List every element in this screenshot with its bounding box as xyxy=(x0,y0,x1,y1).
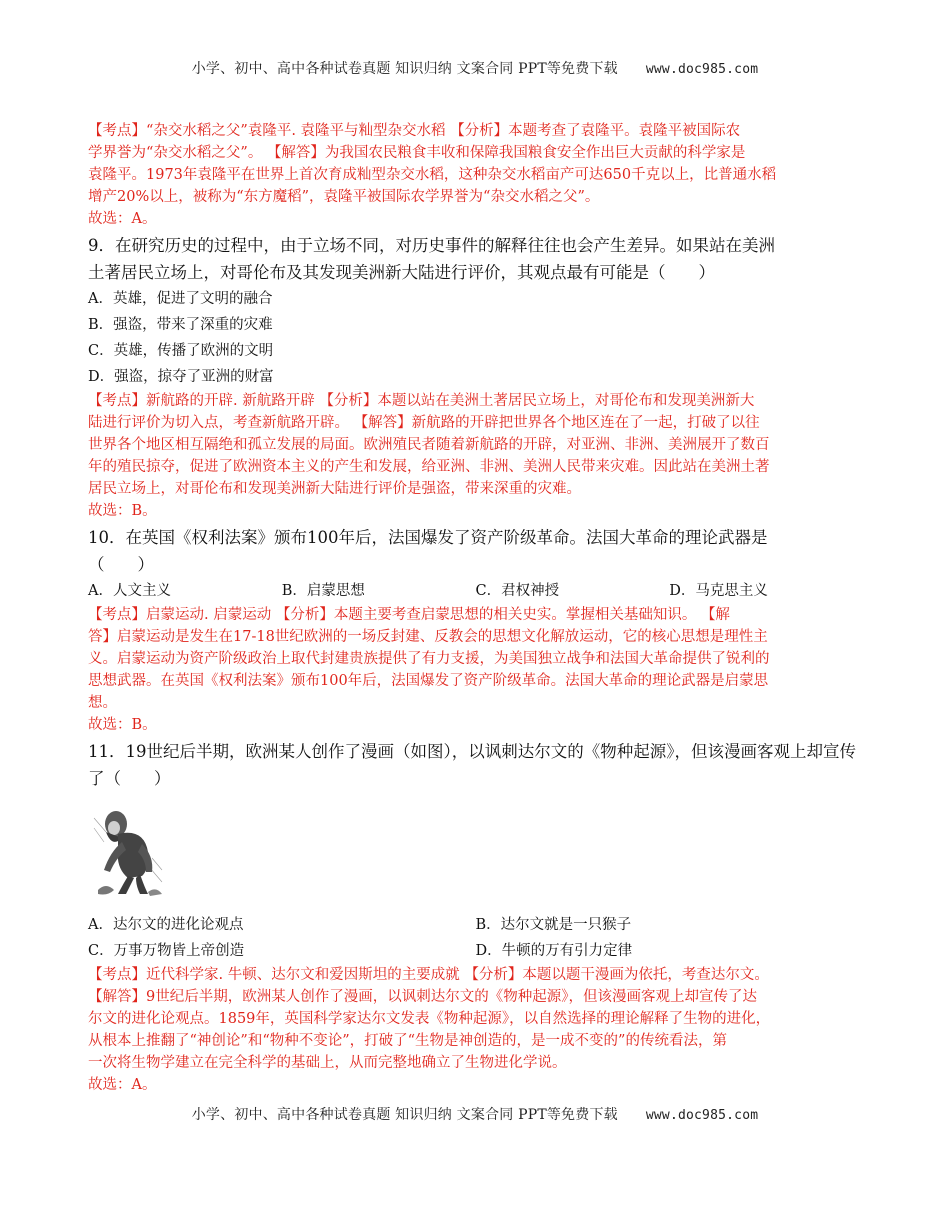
q9-analysis-line: 居民立场上，对哥伦布和发现美洲新大陆进行评价是强盗，带来深重的灾难。 xyxy=(88,481,581,497)
header-site: www.doc985.com xyxy=(645,62,759,77)
q10-analysis-line: 思想武器。在英国《权利法案》颁布100年后，法国爆发了资产阶级革命。法国大革命的理论武器是启蒙思 xyxy=(88,673,769,689)
question-10 xyxy=(88,524,863,736)
q8-answer: 故选：A。 xyxy=(88,211,157,227)
q10-stem-line: 10．在英国《权利法案》颁布100年后，法国爆发了资产阶级革命。法国大革命的理论武器是 xyxy=(88,528,768,547)
q11-analysis-line: 一次将生物学建立在完全科学的基础上，从而完整地确立了生物进化学说。 xyxy=(88,1055,567,1071)
q11-answer: 故选：A。 xyxy=(88,1077,157,1093)
footer-site: www.doc985.com xyxy=(645,1108,759,1123)
q11-option-c: C．万事万物皆上帝创造 xyxy=(88,943,245,959)
q11-option-d: D．牛顿的万有引力定律 xyxy=(475,943,633,959)
page-header xyxy=(0,58,950,78)
page-footer xyxy=(0,1104,950,1124)
q9-option-a: A．英雄，促进了文明的融合 xyxy=(88,291,273,307)
q10-option-b: B．启蒙思想 xyxy=(281,583,365,599)
q11-stem-line: 了（ ） xyxy=(88,769,171,788)
q9-stem-line: 土著居民立场上，对哥伦布及其发现美洲新大陆进行评价，其观点最有可能是（ ） xyxy=(88,263,715,282)
q10-option-a: A．人文主义 xyxy=(88,583,171,599)
q11-analysis-line: 从根本上推翻了“神创论”和“物种不变论”，打破了“生物是神创造的，是一成不变的”的传统看法，第 xyxy=(88,1033,727,1049)
q9-stem-line: 9．在研究历史的过程中，由于立场不同，对历史事件的解释往往也会产生差异。如果站在美洲 xyxy=(88,236,775,255)
q9-option-b: B．强盗，带来了深重的灾难 xyxy=(88,317,273,333)
q8-analysis-line: 学界誉为“杂交水稻之父”。 【解答】为我国农民粮食丰收和保障我国粮食安全作出巨大贡献的科学家是 xyxy=(88,145,746,161)
question-9 xyxy=(88,232,863,522)
q8-analysis-line: 增产20%以上，被称为“东方魔稻”，袁隆平被国际农学界誉为“杂交水稻之父”。 xyxy=(88,189,600,205)
q11-options-row-1 xyxy=(88,912,863,938)
q10-option-d: D．马克思主义 xyxy=(669,583,768,599)
q9-option-c: C．英雄，传播了欧洲的文明 xyxy=(88,343,274,359)
q9-analysis-line: 年的殖民掠夺，促进了欧洲资本主义的产生和发展，给亚洲、非洲、美洲人民带来灾难。因此站在美洲土著 xyxy=(88,459,770,475)
q11-analysis-line: 尔文的进化论观点。1859年，英国科学家达尔文发表《物种起源》，以自然选择的理论解释了生物的进化， xyxy=(88,1011,771,1027)
question-11 xyxy=(88,738,863,1096)
q9-analysis-line: 【考点】新航路的开辟. 新航路开辟 【分析】本题以站在美洲土著居民立场上，对哥伦布和发现美洲新大 xyxy=(88,393,755,409)
q10-analysis-line: 想。 xyxy=(88,695,117,711)
q10-option-c: C．君权神授 xyxy=(475,583,560,599)
document-body xyxy=(88,120,863,1096)
q9-analysis-line: 陆进行评价为切入点，考查新航路开辟。 【解答】新航路的开辟把世界各个地区连在了一起，打破了以往 xyxy=(88,415,760,431)
q10-analysis-line: 义。启蒙运动为资产阶级政治上取代封建贵族提供了有力支援，为美国独立战争和法国大革命提供了锐利的 xyxy=(88,651,770,667)
q11-option-b: B．达尔文就是一只猴子 xyxy=(475,917,632,933)
q10-analysis-line: 答】启蒙运动是发生在17-18世纪欧洲的一场反封建、反教会的思想文化解放运动，它的核心思想是理性主 xyxy=(88,629,768,645)
darwin-cartoon-image xyxy=(92,798,164,898)
q9-option-d: D．强盗，掠夺了亚洲的财富 xyxy=(88,369,274,385)
header-text: 小学、初中、高中各种试卷真题 知识归纳 文案合同 PPT等免费下载 xyxy=(191,61,618,77)
q10-analysis-line: 【考点】启蒙运动. 启蒙运动 【分析】本题主要考查启蒙思想的相关史实。掌握相关基础知识。 【解 xyxy=(88,607,730,623)
q11-option-a: A．达尔文的进化论观点 xyxy=(88,917,244,933)
q10-options xyxy=(88,578,863,604)
q8-analysis xyxy=(88,120,863,230)
q8-analysis-line: 【考点】“杂交水稻之父”袁隆平. 袁隆平与籼型杂交水稻 【分析】本题考查了袁隆平。袁隆平被国际农 xyxy=(88,123,741,139)
q11-options-row-2 xyxy=(88,938,863,964)
q10-stem-line: （ ） xyxy=(88,555,154,574)
q9-analysis-line: 世界各个地区相互隔绝和孤立发展的局面。欧洲殖民者随着新航路的开辟，对亚洲、非洲、美洲展开了数百 xyxy=(88,437,770,453)
q11-analysis-line: 【考点】近代科学家. 牛顿、达尔文和爱因斯坦的主要成就 【分析】本题以题干漫画为依托，考查达尔文。 xyxy=(88,967,769,983)
q11-analysis-line: 【解答】9世纪后半期，欧洲某人创作了漫画，以讽刺达尔文的《物种起源》，但该漫画客观上却宣传了达 xyxy=(88,989,757,1005)
footer-text: 小学、初中、高中各种试卷真题 知识归纳 文案合同 PPT等免费下载 xyxy=(191,1107,618,1123)
q10-answer: 故选：B。 xyxy=(88,717,157,733)
q8-analysis-line: 袁隆平。1973年袁隆平在世界上首次育成籼型杂交水稻，这种杂交水稻亩产可达650千克以上，比普通水稻 xyxy=(88,167,777,183)
q9-answer: 故选：B。 xyxy=(88,503,157,519)
q11-stem-line: 11．19世纪后半期，欧洲某人创作了漫画（如图），以讽刺达尔文的《物种起源》，但该漫画客观上却宣传 xyxy=(88,742,856,761)
